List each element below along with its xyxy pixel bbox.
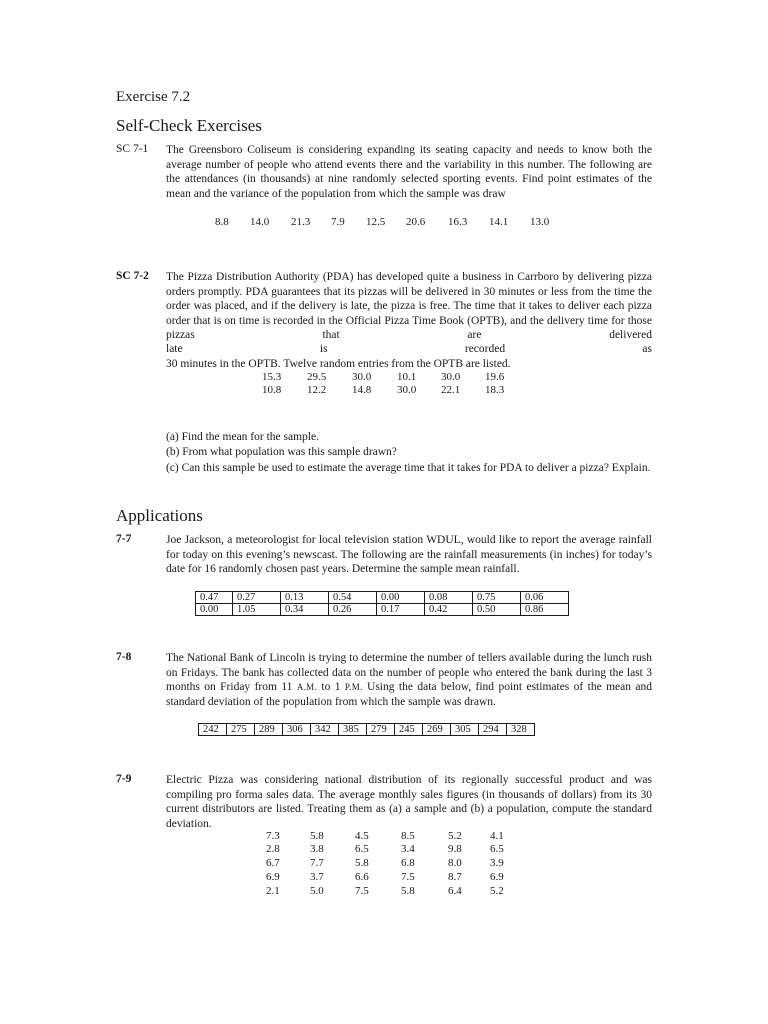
table-row [196,592,569,604]
table-cell: 0.54 [329,592,377,604]
value-cell: 5.2 [490,885,504,897]
table-cell: 0.50 [473,604,521,616]
value-cell: 9.8 [448,843,462,855]
sc71-text: The Greensboro Coliseum is considering expanding its seating capacity and needs to know both the average number of people who attend events there and the variability in this number. The following are the attendances (in thousands) at nine randomly selected sporting events. Find point estimates of the mean and the variance of the population from which the sample was draw [166,144,652,200]
sc72-late-line [166,343,652,355]
table-cell: 289 [255,724,283,736]
value-cell: 6.6 [355,871,369,883]
table-cell: 0.13 [281,592,329,604]
table-cell: 0.00 [196,604,233,616]
table-cell: 0.86 [521,604,569,616]
value-cell: 2.1 [266,885,280,897]
value-cell: 5.0 [310,885,324,897]
value-cell: 8.8 [215,216,229,228]
value-cell: 30.0 [352,371,372,383]
value-cell: 12.2 [307,384,327,396]
value-cell: 3.8 [310,843,324,855]
value-cell: 5.8 [355,857,369,869]
value-cell: 6.8 [401,857,415,869]
value-cell: 14.0 [250,216,270,228]
late-word: as [642,343,652,355]
q77-table [195,591,569,616]
value-cell: 8.0 [448,857,462,869]
value-cell: 7.5 [401,871,415,883]
table-row [199,724,535,736]
q78-label: 7-8 [116,651,132,663]
table-cell: 0.47 [196,592,233,604]
q78-table [198,723,535,736]
q78-text-c: Using the data below, find point estimates of the mean and standard deviation of the population from which the sample was drawn. [166,681,652,708]
q78-pm: P.M. [344,682,363,693]
value-cell: 5.2 [448,830,462,842]
value-cell: 2.8 [266,843,280,855]
value-cell: 7.3 [266,830,280,842]
table-cell: 0.42 [425,604,473,616]
table-cell: 0.08 [425,592,473,604]
value-cell: 8.7 [448,871,462,883]
value-cell: 7.7 [310,857,324,869]
q78-am: A.M. [296,682,318,693]
q77-text: Joe Jackson, a meteorologist for local television station WDUL, would like to report the average rainfall for today on this evening’s newscast. The following are the rainfall measurements (in inches) for today’s date for 16 randomly chosen past years. Determine the sample mean rainfall. [166,534,652,576]
value-cell: 16.3 [448,216,468,228]
value-cell: 4.5 [355,830,369,842]
value-cell: 6.4 [448,885,462,897]
sc72-part-c: (c) Can this sample be used to estimate the average time that it takes for PDA to deliver a pizza? Explain. [166,462,651,474]
value-cell: 14.1 [489,216,509,228]
value-cell: 13.0 [530,216,550,228]
sc71-label: SC 7-1 [116,143,149,155]
table-cell: 269 [423,724,451,736]
table-cell: 294 [479,724,507,736]
late-word: is [319,343,328,355]
table-cell: 275 [227,724,255,736]
value-cell: 6.9 [490,871,504,883]
value-cell: 12.5 [366,216,386,228]
q78-text-a: The National Bank of Lincoln is trying to determine the number of tellers available during the lunch rush on Fridays. The bank has collected data on the number of people who entered the bank during the last 3 months on Friday from 11 [166,652,652,694]
sc72-part-a: (a) Find the mean for the sample. [166,431,319,443]
value-cell: 6.7 [266,857,280,869]
exercise-heading: Exercise 7.2 [116,89,191,105]
value-cell: 10.8 [262,384,282,396]
value-cell: 22.1 [441,384,461,396]
value-cell: 10.1 [397,371,417,383]
table-cell: 0.26 [329,604,377,616]
q79-label: 7-9 [116,773,132,785]
value-cell: 14.8 [352,384,372,396]
value-cell: 7.9 [331,216,345,228]
sc72-last-line: 30 minutes in the OPTB. Twelve random entries from the OPTB are listed. [166,358,511,370]
value-cell: 30.0 [397,384,417,396]
value-cell: 30.0 [441,371,461,383]
value-cell: 5.8 [310,830,324,842]
value-cell: 18.3 [485,384,505,396]
value-cell: 4.1 [490,830,504,842]
value-cell: 8.5 [401,830,415,842]
table-cell: 305 [451,724,479,736]
value-cell: 5.8 [401,885,415,897]
table-cell: 0.06 [521,592,569,604]
value-cell: 19.6 [485,371,505,383]
late-word: late [166,343,183,355]
sc72-label: SC 7-2 [116,270,149,282]
q78-text-b: to 1 [317,681,345,694]
table-cell: 279 [367,724,395,736]
value-cell: 15.3 [262,371,282,383]
late-word: recorded [464,343,506,355]
value-cell: 3.7 [310,871,324,883]
sc72-part-b: (b) From what population was this sample drawn? [166,446,397,458]
value-cell: 3.4 [401,843,415,855]
value-cell: 20.6 [406,216,426,228]
value-cell: 7.5 [355,885,369,897]
table-cell: 328 [507,724,535,736]
table-cell: 306 [283,724,311,736]
value-cell: 29.5 [307,371,327,383]
table-cell: 0.34 [281,604,329,616]
table-cell: 245 [395,724,423,736]
table-cell: 385 [339,724,367,736]
table-cell: 1.05 [233,604,281,616]
value-cell: 6.9 [266,871,280,883]
q79-text: Electric Pizza was considering national distribution of its regionally successful product and was compiling pro forma sales data. The average monthly sales figures (in thousands of dollars) from its 30 current distributors are listed. Treating them as (a) a sample and (b) a population, compute the standard deviation. [166,774,652,830]
table-cell: 0.17 [377,604,425,616]
self-check-title: Self-Check Exercises [116,116,262,135]
value-cell: 6.5 [490,843,504,855]
table-cell: 342 [311,724,339,736]
table-cell: 0.27 [233,592,281,604]
table-row [196,604,569,616]
table-cell: 0.75 [473,592,521,604]
value-cell: 6.5 [355,843,369,855]
value-cell: 3.9 [490,857,504,869]
q77-label: 7-7 [116,533,132,545]
value-cell: 21.3 [291,216,311,228]
q78-text [166,651,652,709]
table-cell: 0.00 [377,592,425,604]
sc72-text: The Pizza Distribution Authority (PDA) has developed quite a business in Carrboro by delivering pizza orders promptly. PDA guarantees that its pizzas will be delivered in 30 minutes or less from the time the order was placed, and if the delivery is late, the pizza is free. The time that it takes to deliver each pizza order that is on time is recorded in the Official Pizza Time Book (OPTB), and the delivery time for those pizzas that are delivered [166,271,652,342]
table-cell: 242 [199,724,227,736]
applications-title: Applications [116,506,203,525]
